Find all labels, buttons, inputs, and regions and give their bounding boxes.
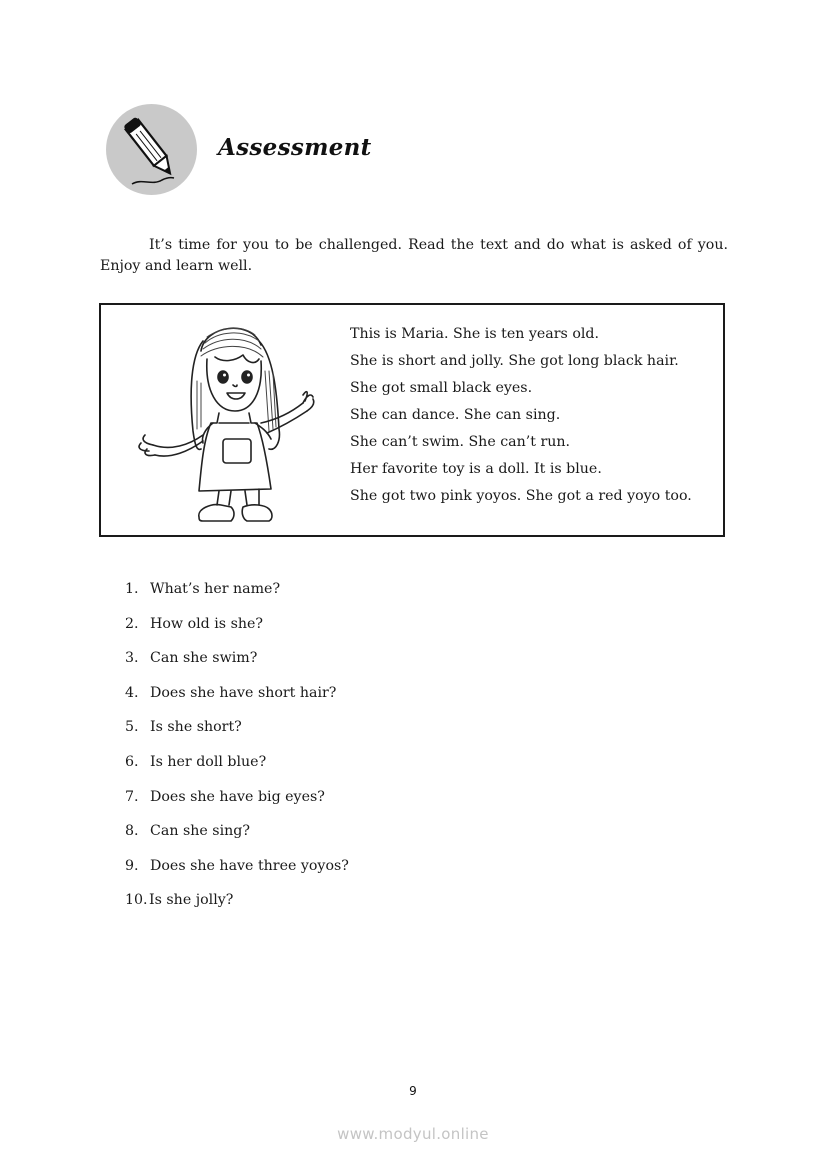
- page-title: Assessment: [218, 134, 372, 161]
- question-number: 2.: [125, 615, 139, 632]
- story-line: Her favorite toy is a doll. It is blue.: [350, 461, 602, 477]
- question-item: [125, 789, 349, 824]
- question-number: 7.: [125, 788, 139, 805]
- question-item: [125, 650, 349, 685]
- story-line: This is Maria. She is ten years old.: [350, 326, 599, 342]
- question-text: What’s her name?: [150, 581, 281, 597]
- question-number: 3.: [125, 650, 139, 667]
- question-text: Does she have short hair?: [150, 684, 337, 701]
- story-line: She got two pink yoyos. She got a red yoyo too.: [350, 488, 692, 504]
- question-text: Does she have three yoyos?: [150, 857, 349, 874]
- question-list: [125, 581, 349, 927]
- question-text: Can she sing?: [150, 823, 250, 840]
- story-box: [99, 303, 725, 537]
- question-number: 10.: [125, 892, 148, 909]
- question-item: [125, 754, 349, 789]
- watermark: www.modyul.online: [337, 1125, 489, 1143]
- question-text: Is she short?: [150, 719, 242, 736]
- question-number: 6.: [125, 753, 139, 770]
- question-item: [125, 719, 349, 754]
- question-text: Is she jolly?: [149, 892, 234, 909]
- story-line: She can dance. She can sing.: [350, 407, 561, 423]
- story-text: [350, 321, 692, 510]
- question-item: [125, 823, 349, 858]
- question-number: 9.: [125, 857, 139, 874]
- intro-text: It’s time for you to be challenged. Read the text and do what is asked of you. Enjoy and learn well.: [100, 237, 728, 274]
- question-text: Can she swim?: [150, 650, 258, 667]
- question-text: How old is she?: [150, 615, 263, 632]
- story-line: She got small black eyes.: [350, 380, 533, 396]
- question-text: Is her doll blue?: [150, 753, 267, 770]
- question-number: 5.: [125, 719, 139, 736]
- question-item: [125, 685, 349, 720]
- question-item: [125, 581, 349, 616]
- question-number: 4.: [125, 684, 139, 701]
- question-number: 1.: [125, 581, 139, 597]
- question-item: [125, 892, 349, 927]
- girl-waving-illustration: [131, 311, 316, 526]
- story-line: She is short and jolly. She got long black hair.: [350, 353, 679, 369]
- pencil-icon: [106, 104, 197, 195]
- intro-paragraph: [100, 235, 728, 277]
- question-number: 8.: [125, 823, 139, 840]
- question-item: [125, 616, 349, 651]
- question-item: [125, 858, 349, 893]
- question-text: Does she have big eyes?: [150, 788, 325, 805]
- story-line: She can’t swim. She can’t run.: [350, 434, 571, 450]
- page-number: 9: [409, 1084, 417, 1098]
